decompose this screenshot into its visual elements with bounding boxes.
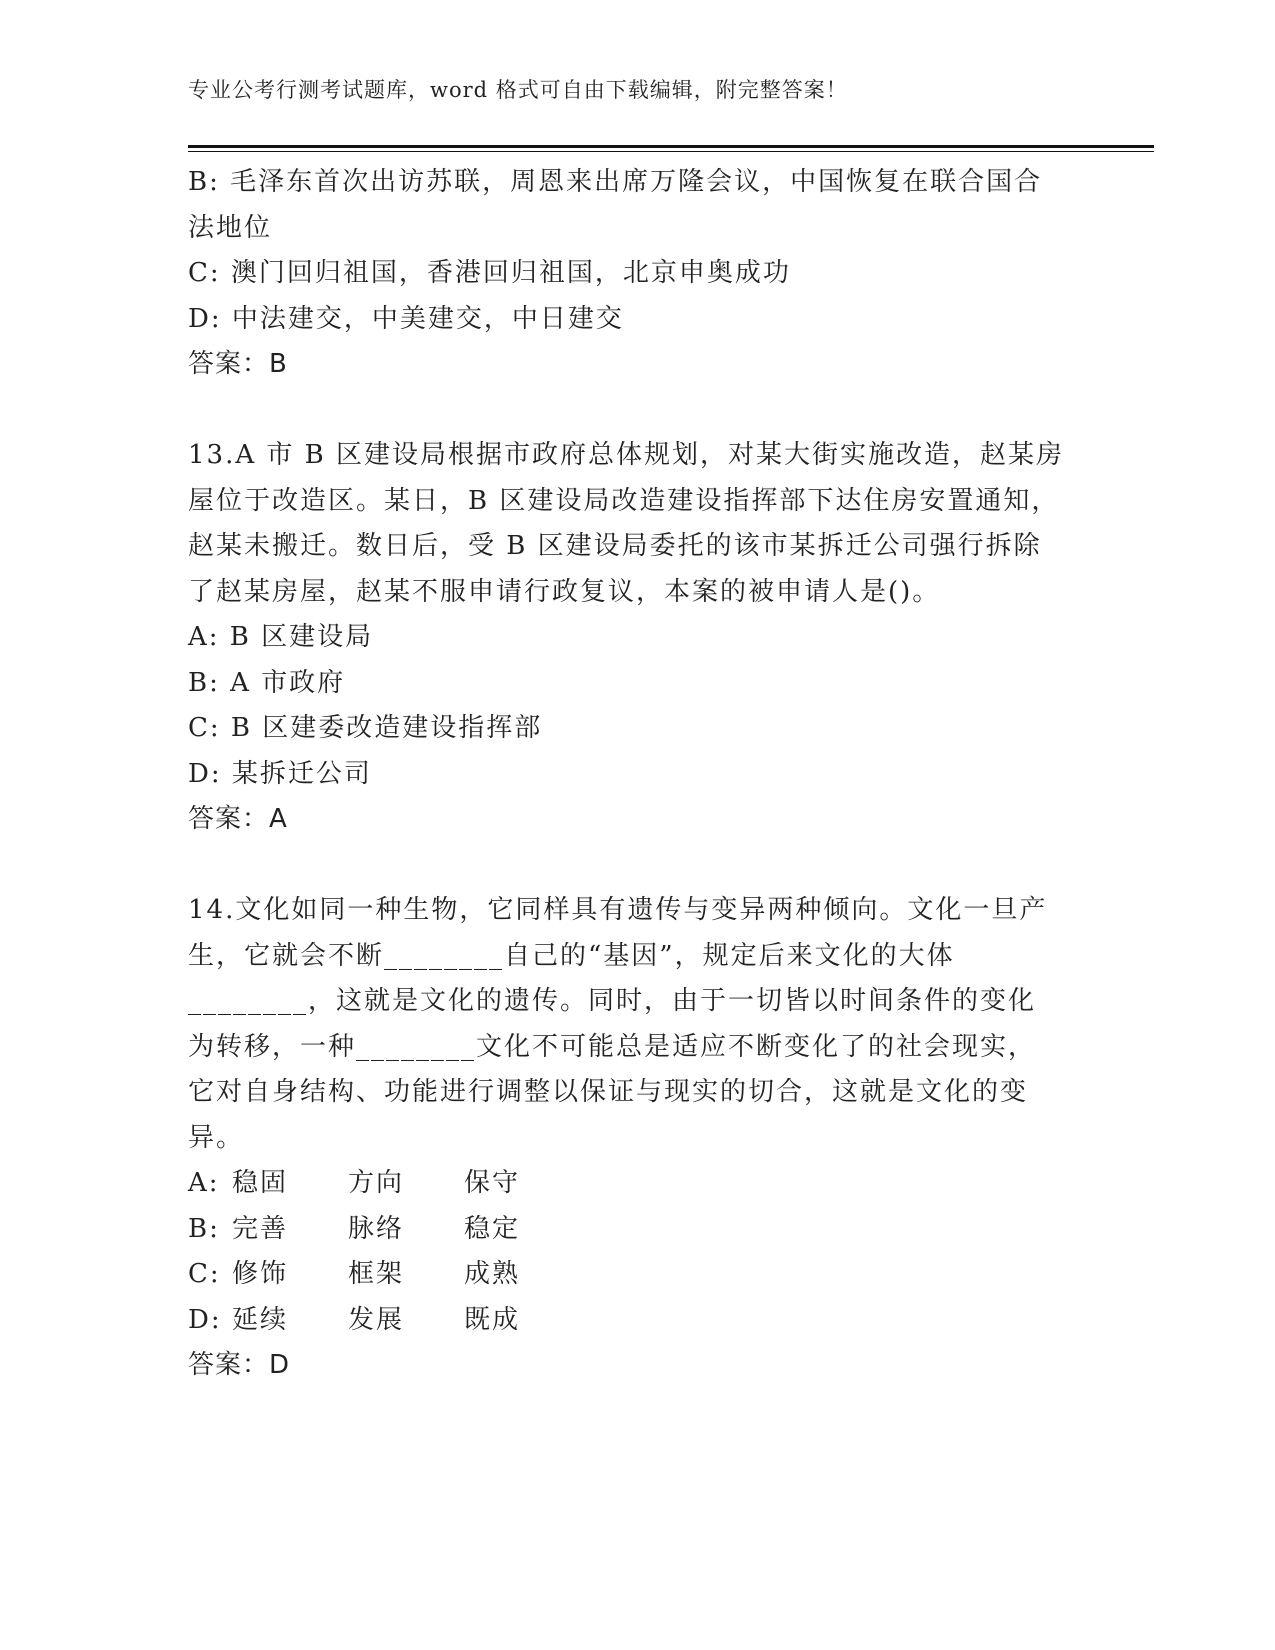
option-word: 既成 [464,1304,521,1335]
q13-stem-line: 了赵某房屋，赵某不服申请行政复议，本案的被申请人是()。 [188,576,941,607]
q13-answer: 答案：A [188,804,288,834]
q13-stem-line: 13.A 市 B 区建设局根据市政府总体规划，对某大街实施改造，赵某房 [188,440,1065,470]
option-word: 稳固 [232,1168,289,1198]
q14-stem-line: 异。 [188,1122,245,1153]
option-prefix: A: [188,1168,220,1198]
q12-option-d: D: 中法建交，中美建交，中日建交 [188,303,624,334]
option-word: 方向 [348,1168,405,1198]
option-word: 修饰 [232,1259,289,1289]
q13-option-d: D: 某拆迁公司 [188,758,372,789]
option-word: 成熟 [464,1259,521,1289]
q14-stem-line: 为转移，一种________文化不可能总是适应不断变化了的社会现实， [188,1031,1037,1062]
q14-stem-line: 它对自身结构、功能进行调整以保证与现实的切合，这就是文化的变 [188,1077,1029,1107]
q14-stem-line: 生，它就会不断________自己的“基因”，规定后来文化的大体 [188,940,955,971]
q13-option-a: A: B 区建设局 [188,622,374,652]
q12-answer: 答案：B [188,349,288,379]
spacer [188,388,1098,434]
question-14-block [188,888,1098,1389]
spacer [188,843,1098,889]
question-content [188,160,1098,1389]
option-word: 发展 [348,1304,405,1335]
q14-option-d [188,1298,1098,1344]
header-rule-thin [188,151,1154,152]
option-word: 脉络 [348,1213,405,1244]
q13-option-b: B: A 市政府 [188,667,346,698]
q14-stem-line: ________，这就是文化的遗传。同时，由于一切皆以时间条件的变化 [188,986,1037,1016]
option-word: 框架 [348,1259,405,1289]
q13-stem-line: 屋位于改造区。某日，B 区建设局改造建设指挥部下达住房安置通知， [188,485,1060,516]
option-word: 保守 [464,1168,521,1198]
option-word: 延续 [232,1304,289,1335]
header-rule-thick [188,145,1154,148]
q12-option-c: C: 澳门回归祖国，香港回归祖国，北京申奥成功 [188,258,791,288]
q12-option-b-line1: B: 毛泽东首次出访苏联，周恩来出席万隆会议，中国恢复在联合国合 [188,167,1043,197]
option-word: 稳定 [464,1213,521,1244]
question-13-block [188,433,1098,843]
q14-option-c [188,1252,1098,1298]
page-header: 专业公考行测考试题库，word 格式可自由下载编辑，附完整答案！ [188,78,848,102]
option-prefix: B: [188,1213,220,1244]
q13-option-c: C: B 区建委改造建设指挥部 [188,713,543,743]
option-word: 完善 [232,1213,289,1244]
q13-stem-line: 赵某未搬迁。数日后，受 B 区建设局委托的该市某拆迁公司强行拆除 [188,531,1042,561]
q14-answer: 答案：D [188,1350,291,1380]
q14-option-a [188,1161,1098,1207]
q14-stem-line: 14.文化如同一种生物，它同样具有遗传与变异两种倾向。文化一旦产 [188,895,1048,925]
option-prefix: C: [188,1259,221,1289]
q14-option-b [188,1207,1098,1253]
q12-option-b-line2: 法地位 [188,212,273,243]
question-12-block [188,160,1098,388]
option-prefix: D: [188,1304,222,1335]
